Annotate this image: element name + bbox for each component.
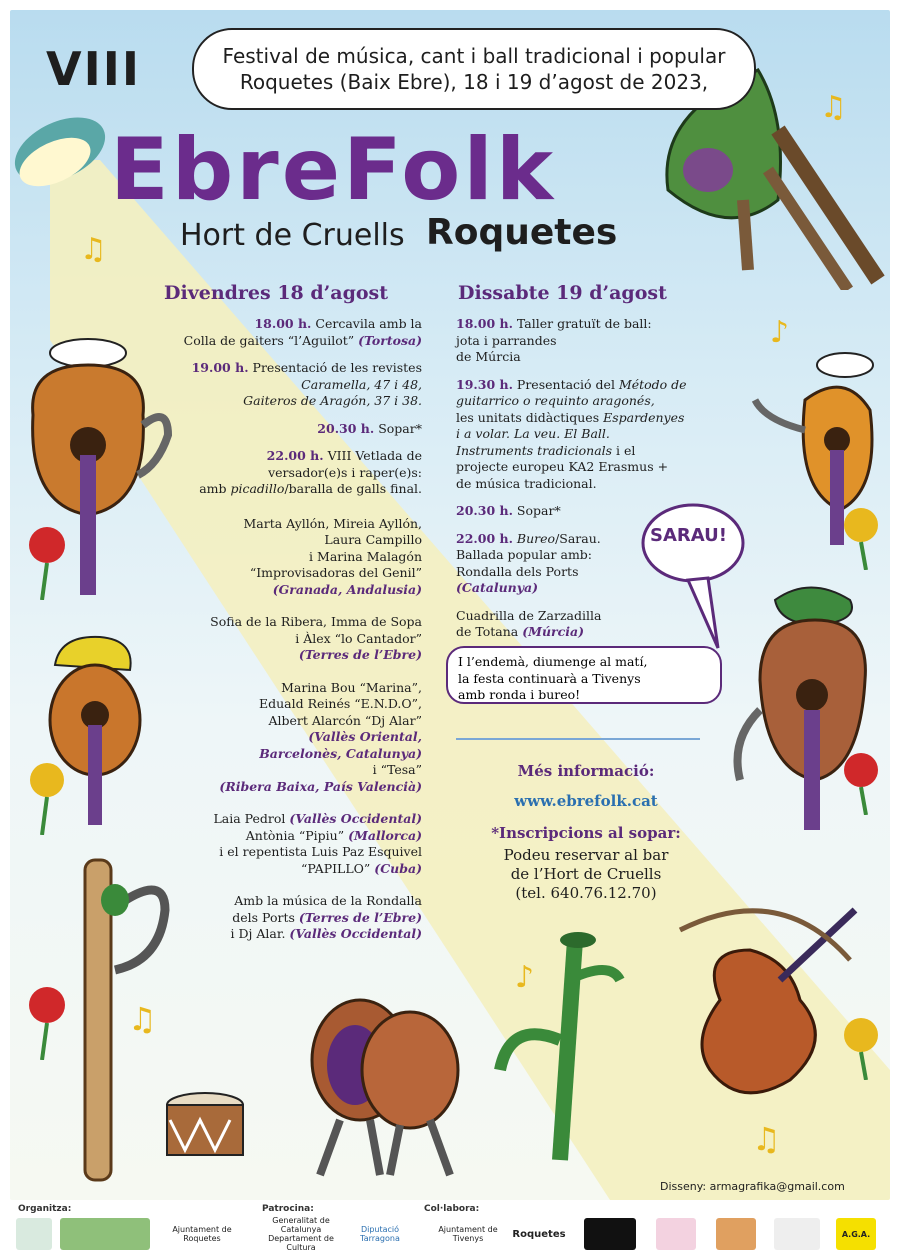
town-name: Roquetes (426, 212, 618, 253)
subtitle-line-2: Roquetes (Baix Ebre), 18 i 19 d’agost de 2023, (239, 70, 709, 94)
sponsor-logo (774, 1218, 820, 1250)
performer-text: Albert Alarcón “Dj Alar” (268, 712, 422, 728)
event-text: Espardenyes (603, 409, 685, 425)
event-text: de Totana (456, 624, 523, 639)
friday-heading: Divendres 18 d’agost (164, 282, 389, 304)
performer-text: i Dj Alar. (230, 926, 290, 941)
music-note-icon: ♫ (752, 1120, 781, 1158)
event-text: Presentació de les revistes (252, 360, 422, 375)
dinner-registration-text (446, 846, 726, 903)
music-note-icon: ♫ (80, 232, 107, 267)
event-text: i el (612, 442, 636, 458)
sponsor-logo (716, 1218, 756, 1250)
event-time: 22.00 h. (266, 448, 324, 463)
diputacio-logo: Diputació Tarragona (360, 1225, 400, 1243)
event-text: jota i parrandes (456, 332, 557, 348)
design-credit: Disseny: armagrafika@gmail.com (660, 1180, 845, 1193)
event-time: 19.30 h. (456, 376, 513, 392)
event-text: Instruments tradicionals (456, 442, 613, 458)
red-flower-icon (836, 745, 886, 815)
event-text: versador(e)s i raper(e)s: (268, 464, 422, 480)
event-text: Sopar* (516, 503, 561, 518)
red-flower-icon (22, 980, 72, 1060)
music-note-icon: ♪ (515, 960, 535, 995)
venue-name: Hort de Cruells (180, 218, 405, 253)
event-text: guitarrico o requinto aragonés, (456, 393, 655, 408)
performer-text: Amb la música de la Rondalla (234, 893, 422, 908)
organizer-label: Organitza: (18, 1204, 72, 1214)
event-place: (Múrcia) (522, 624, 585, 639)
event-text: de música tradicional. (456, 475, 597, 491)
performer-place: (Vallès Occidental) (289, 811, 422, 826)
info-text: Podeu reservar al bar (503, 846, 669, 864)
saturday-event (456, 316, 746, 366)
performer-place: (Terres de l’Ebre) (298, 647, 422, 662)
drum-icon (160, 1080, 250, 1170)
performer-group (160, 680, 422, 796)
sarau-label: SARAU! (650, 525, 727, 546)
event-text: i a volar. La veu. El Ball. (456, 426, 610, 441)
performer-place: (Mallorca) (348, 827, 422, 843)
performer-place: (Vallès Oriental, (308, 729, 422, 744)
yellow-flower-icon (836, 1010, 886, 1080)
performer-text: Marta Ayllón, Mireia Ayllón, (243, 515, 422, 531)
performer-group (160, 614, 422, 664)
phone-number: (tel. 640.76.12.70) (515, 884, 657, 902)
event-text: Bureo (516, 530, 556, 546)
performer-text: “PAPILLO” (301, 860, 375, 876)
performer-place: (Cuba) (374, 860, 422, 876)
generalitat-logo: Generalitat de Catalunya Departament de Cultura (268, 1216, 334, 1252)
performer-group (160, 516, 422, 599)
event-text: Colla de gaiters “l’Aguilot” (183, 332, 355, 348)
saturday-heading: Dissabte 19 d’agost (458, 282, 667, 304)
note-text: amb ronda i bureo! (458, 687, 581, 702)
event-text: projecte europeu KA2 Erasmus + (456, 459, 669, 474)
event-text: Caramella, 47 i 48, (301, 376, 422, 392)
event-text: Rondalla dels Ports (456, 563, 579, 579)
sponsors-footer (0, 1202, 900, 1258)
organizer-logo (16, 1218, 52, 1250)
violin-icon (660, 890, 870, 1120)
event-text: de Múrcia (456, 349, 521, 364)
event-time: 18.00 h. (254, 316, 312, 331)
performer-text: Sofia de la Ribera, Imma de Sopa (210, 614, 422, 629)
friday-event (160, 421, 422, 438)
section-divider (456, 738, 700, 740)
performer-group (160, 893, 422, 943)
performer-place: (Ribera Baixa, País Valencià) (219, 778, 422, 794)
performer-place: (Granada, Andalusia) (272, 581, 422, 597)
performer-text: “Improvisadoras del Genil” (249, 565, 422, 580)
event-time: 19.00 h. (191, 360, 249, 375)
music-note-icon: ♫ (820, 90, 847, 125)
event-place: (Tortosa) (358, 332, 422, 348)
event-text: Cercavila amb la (315, 316, 422, 331)
aga-logo: A.G.A. (836, 1218, 876, 1250)
yellow-flower-icon (836, 500, 886, 570)
festival-title: EbreFolk (110, 120, 557, 220)
friday-event (160, 360, 422, 410)
performer-text: i Marina Malagón (309, 548, 422, 564)
friday-schedule (160, 316, 422, 954)
festival-poster (10, 10, 890, 1200)
edition-number: VIII (46, 42, 141, 96)
roquetes-logo: Roquetes (512, 1228, 566, 1240)
ajuntament-tivenys-logo: Ajuntament de Tivenys (438, 1225, 498, 1243)
performer-place: (Terres de l’Ebre) (298, 909, 422, 925)
note-text: I l’endemà, diumenge al matí, (458, 654, 648, 669)
friday-event (160, 316, 422, 349)
event-text: Método de (618, 376, 687, 392)
event-text: VIII Vetlada de (327, 448, 422, 463)
performer-text: dels Ports (232, 909, 299, 925)
performer-text: Marina Bou “Marina”, (281, 679, 422, 695)
event-text: picadillo (230, 481, 285, 496)
event-text: Taller gratuït de ball: (516, 316, 652, 331)
more-info-heading: Més informació: (517, 762, 655, 780)
event-text: Ballada popular amb: (456, 547, 593, 562)
castanets-dancers-icon (290, 950, 480, 1180)
note-text: la festa continuarà a Tivenys (458, 670, 641, 686)
sponsor-logo (584, 1218, 636, 1250)
dinner-registration-heading: *Inscripcions al sopar: (491, 824, 681, 842)
event-text: Gaiteros de Aragón, 37 i 38. (243, 393, 422, 408)
event-text: Sopar* (378, 420, 422, 436)
event-text: Cuadrilla de Zarzadilla (456, 607, 602, 623)
collaborator-label: Col·labora: (424, 1204, 480, 1214)
yellow-flower-icon (22, 755, 72, 835)
subtitle-speech-bubble (192, 28, 756, 110)
event-text: Presentació del (516, 376, 615, 392)
music-note-icon: ♪ (770, 315, 790, 350)
event-time: 22.00 h. (456, 530, 513, 546)
sarau-speech-bubble (638, 498, 748, 658)
sponsor-logo (656, 1218, 696, 1250)
spotlight-icon (10, 100, 120, 210)
performer-text: i “Tesa” (372, 762, 422, 777)
subtitle-line-1: Festival de música, cant i ball tradicional i popular (222, 44, 726, 68)
performer-place: Barcelonès, Catalunya) (259, 745, 422, 761)
event-text: les unitats didàctiques (456, 409, 604, 425)
saturday-event (456, 377, 746, 493)
performer-text: Antònia “Pipiu” (245, 827, 349, 843)
event-text: /Sarau. (555, 530, 601, 546)
performer-text: Laura Campillo (324, 532, 422, 547)
event-time: 20.30 h. (456, 503, 513, 518)
event-text: amb (199, 481, 231, 496)
event-time: 20.30 h. (317, 420, 375, 436)
performer-text: i el repentista Luis Paz Esquivel (219, 844, 422, 859)
friday-event (160, 448, 422, 498)
red-flower-icon (22, 520, 72, 600)
event-text: /baralla de galls final. (284, 481, 422, 496)
event-time: 18.00 h. (456, 316, 513, 331)
info-text: de l’Hort de Cruells (510, 865, 662, 883)
event-place: (Catalunya) (456, 580, 539, 595)
performer-place: (Vallès Occidental) (289, 926, 422, 941)
organizer-logo (60, 1218, 150, 1250)
sunday-note-bubble (446, 646, 722, 704)
sponsor-label: Patrocina: (262, 1204, 314, 1214)
performer-text: i Àlex “lo Cantador” (295, 630, 422, 646)
green-shawm-icon (490, 920, 630, 1180)
performer-group (160, 811, 422, 877)
performer-text: Laia Pedrol (213, 811, 290, 826)
performer-text: Eduald Reinés “E.N.D.O”, (258, 696, 422, 711)
website-link[interactable]: www.ebrefolk.cat (514, 792, 658, 810)
ajuntament-roquetes-logo: Ajuntament de Roquetes (172, 1225, 232, 1243)
music-note-icon: ♫ (128, 1000, 157, 1038)
